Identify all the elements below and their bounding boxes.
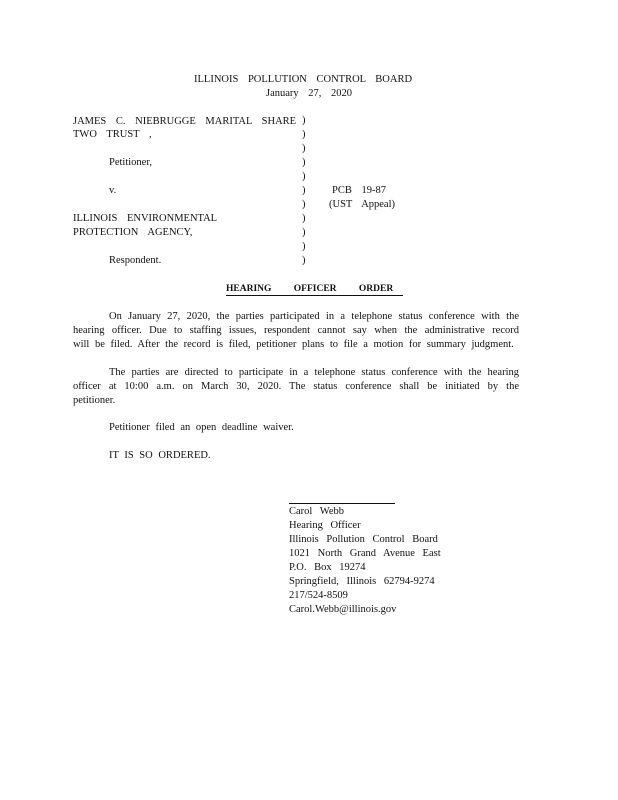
petitioner-role: Petitioner, <box>109 157 153 168</box>
signer-phone: 217/524-8509 <box>289 590 348 601</box>
paren: ) <box>302 129 306 140</box>
case-number: PCB 19-87 <box>332 185 386 196</box>
petitioner-name-line2: TWO TRUST , <box>73 129 152 140</box>
paren: ) <box>302 241 306 252</box>
paren: ) <box>302 115 306 126</box>
paren: ) <box>302 199 306 210</box>
paragraph-directive: The parties are directed to participate in a telephone status conference with the hearing officer at 10:00 a.m. on March 30, 2020. The status conference shall be initiated by the petitioner. <box>73 367 519 406</box>
case-type: (UST Appeal) <box>329 199 396 210</box>
order-date: January 27, 2020 <box>266 88 353 99</box>
paragraph-waiver: Petitioner filed an open deadline waiver. <box>109 422 294 433</box>
paren: ) <box>302 157 306 168</box>
signer-city: Springfield, Illinois 62794-9274 <box>289 576 435 587</box>
signer-po-box: P.O. Box 19274 <box>289 562 366 573</box>
paren: ) <box>302 185 306 196</box>
signature-line <box>289 503 395 504</box>
paragraph-so-ordered: IT IS SO ORDERED. <box>109 450 211 461</box>
signature-block <box>289 505 441 617</box>
signer-organization: Illinois Pollution Control Board <box>289 534 438 545</box>
board-name: ILLINOIS POLLUTION CONTROL BOARD <box>194 74 413 85</box>
signer-name: Carol Webb <box>289 506 344 517</box>
paragraph-status-conference: On January 27, 2020, the parties participated in a telephone status conference with the hearing officer. Due to staffing issues, respondent cannot say when the administrative record will be filed. After the record is filed, petitioner plans to file a motion for summary judgment. <box>73 311 519 350</box>
respondent-name-line2: PROTECTION AGENCY, <box>73 227 193 238</box>
caption-paren-column <box>302 114 310 268</box>
respondent-name-line1: ILLINOIS ENVIRONMENTAL <box>73 213 218 224</box>
respondent-role: Respondent. <box>109 255 162 266</box>
order-title: HEARING OFFICER ORDER <box>226 283 403 296</box>
versus-label: v. <box>109 185 117 196</box>
petitioner-name-line1: JAMES C. NIEBRUGGE MARITAL SHARE <box>73 116 297 127</box>
signer-title: Hearing Officer <box>289 520 361 531</box>
paren: ) <box>302 143 306 154</box>
paren: ) <box>302 227 306 238</box>
paren: ) <box>302 171 306 182</box>
paren: ) <box>302 213 306 224</box>
signer-email: Carol.Webb@illinois.gov <box>289 604 397 615</box>
signer-street: 1021 North Grand Avenue East <box>289 548 441 559</box>
paren: ) <box>302 255 306 266</box>
